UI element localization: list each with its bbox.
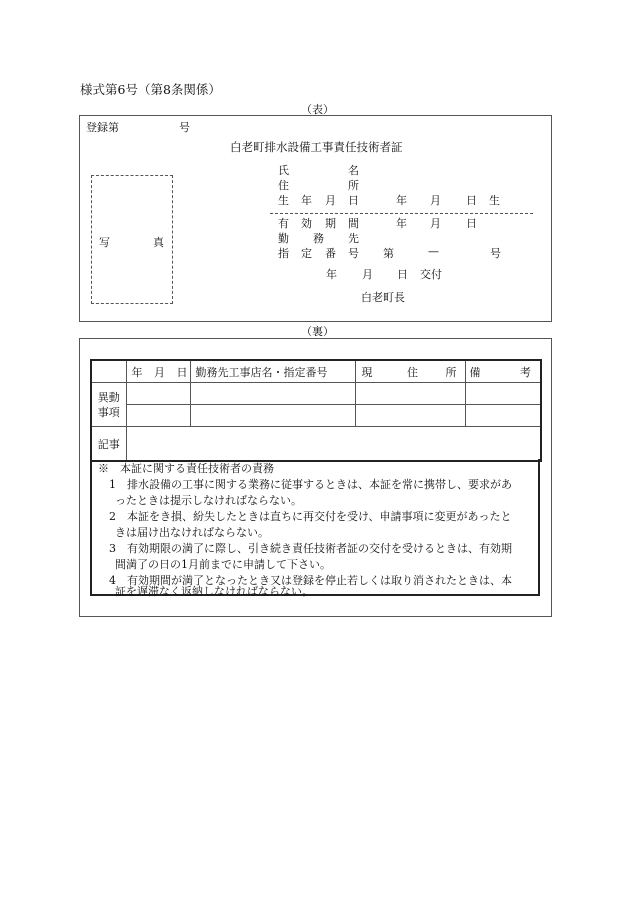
header-workplace: 勤務先工事店名・指定番号	[190, 360, 355, 383]
divider-line	[270, 213, 533, 214]
valid-year: 年	[396, 217, 407, 230]
designation-label-4: 号	[348, 247, 359, 260]
photo-label-2: 真	[153, 236, 164, 249]
back-caption: （裏）	[301, 325, 334, 338]
valid-label-4: 間	[348, 217, 359, 230]
designation-label-2: 定	[301, 247, 312, 260]
table-header-row	[91, 360, 541, 383]
change-table	[90, 359, 542, 462]
birth-year: 年	[396, 194, 407, 207]
notes-label: 記事	[91, 427, 126, 462]
birth-suffix: 生	[489, 194, 500, 207]
registration-suffix: 号	[179, 121, 190, 134]
header-address: 現 住 所	[355, 360, 465, 383]
designation-dai: 第	[383, 247, 394, 260]
valid-label-1: 有	[278, 217, 289, 230]
front-caption: （表）	[301, 103, 334, 116]
duty-4a: 4 有効期間が満了となったとき又は登録を停止若しくは取り消されたときは、本	[109, 574, 512, 587]
valid-day: 日	[466, 217, 477, 230]
issue-day: 日	[397, 268, 408, 281]
duty-3a: 3 有効期限の満了に際し、引き続き責任技術者証の交付を受けるときは、有効期	[109, 542, 512, 555]
notes-row	[91, 427, 541, 462]
birth-month: 月	[430, 194, 441, 207]
birth-day: 日	[466, 194, 477, 207]
header-date: 年 月 日	[126, 360, 190, 383]
issue-year: 年	[326, 268, 337, 281]
valid-label-3: 期	[325, 217, 336, 230]
workplace-label-1: 勤	[278, 232, 289, 245]
designation-dash: —	[428, 245, 439, 258]
table-row	[91, 383, 541, 405]
certificate-title: 白老町排水設備工事責任技術者証	[230, 140, 403, 154]
duty-2a: 2 本証をき損、紛失したときは直ちに再交付を受け、申請事項に変更があったと	[109, 510, 512, 523]
designation-go: 号	[490, 247, 501, 260]
duties-header: ※ 本証に関する責任技術者の責務	[98, 462, 274, 475]
birth-label-1: 生	[278, 194, 289, 207]
address-label-1: 住	[278, 179, 289, 192]
photo-box	[91, 175, 173, 304]
designation-label-1: 指	[278, 247, 289, 260]
valid-month: 月	[430, 217, 441, 230]
birth-label-2: 年	[301, 194, 312, 207]
certificate-front	[79, 115, 552, 322]
name-label-1: 氏	[278, 164, 289, 177]
designation-label-3: 番	[325, 247, 336, 260]
certificate-back	[79, 338, 552, 617]
issue-label: 交付	[420, 268, 442, 281]
name-label-2: 名	[348, 164, 359, 177]
workplace-label-3: 先	[348, 232, 359, 245]
duty-2b: きは届け出なければならない。	[115, 526, 269, 539]
address-label-2: 所	[348, 179, 359, 192]
duties-section	[90, 459, 540, 596]
table-row	[91, 405, 541, 427]
change-items-label: 異動 事項	[91, 383, 126, 427]
valid-label-2: 効	[301, 217, 312, 230]
birth-label-4: 日	[348, 194, 359, 207]
header-remarks: 備 考	[465, 360, 541, 383]
form-number: 様式第6号（第8条関係）	[80, 82, 221, 97]
duty-3b: 間満了の日の1月前までに申請して下さい。	[115, 558, 331, 571]
registration-label: 登録第	[86, 121, 119, 134]
duty-4b: 証を遅滞なく返納しなければならない。	[115, 585, 313, 598]
issue-month: 月	[362, 268, 373, 281]
workplace-label-2: 務	[313, 232, 324, 245]
birth-label-3: 月	[325, 194, 336, 207]
duty-1a: 1 排水設備の工事に関する業務に従事するときは、本証を常に携帯し、要求があ	[109, 478, 512, 491]
photo-label-1: 写	[99, 236, 110, 249]
duty-1b: ったときは提示しなければならない。	[115, 494, 302, 507]
issuer: 白老町長	[361, 291, 405, 304]
